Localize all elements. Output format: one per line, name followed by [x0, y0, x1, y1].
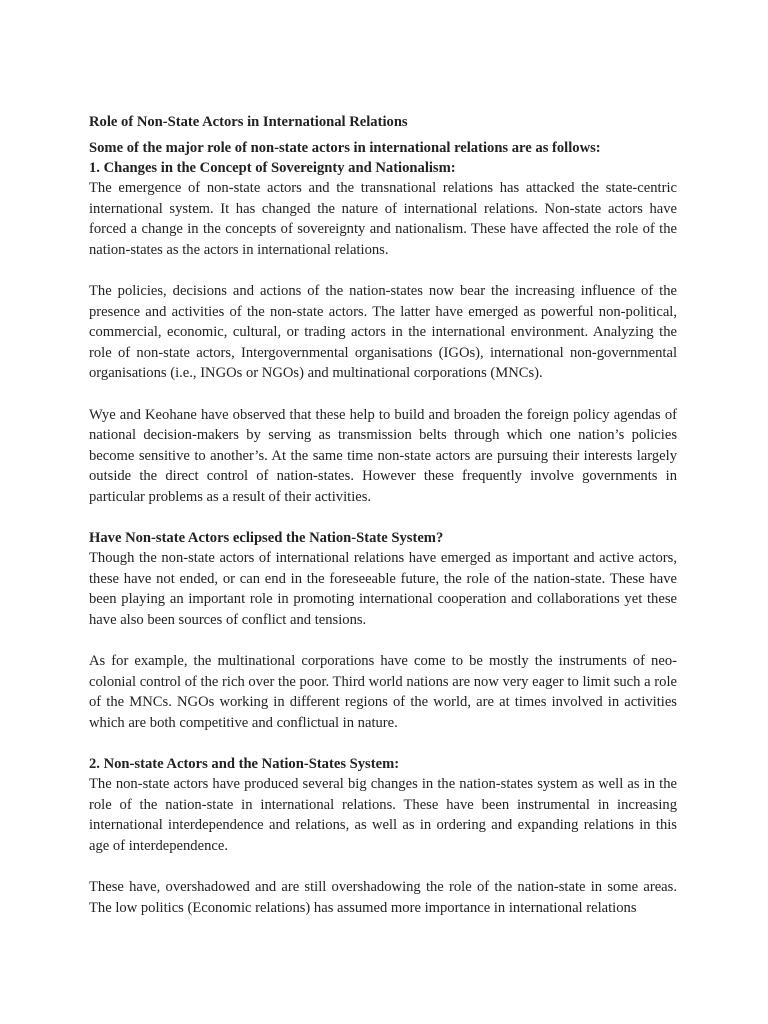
- paragraph: The non-state actors have produced several big changes in the nation-states system as well as in the role of the nation-state in international relations. These have been instrumental in increasing international interdependence and relations, as well as in ordering and expanding relations in this age of interdependence.: [89, 776, 677, 854]
- paragraph: The policies, decisions and actions of the nation-states now bear the increasing influence of the presence and activities of the non-state actors. The latter have emerged as powerful non-political, commercial, economic, cultural, or trading actors in the international environment. Analyzing the role of non-state actors, Intergovernmental organisations (IGOs), international non-governmental organisations (i.e., INGOs or NGOs) and multinational corporations (MNCs).: [89, 283, 677, 381]
- paragraph: Wye and Keohane have observed that these help to build and broaden the foreign policy agendas of national decision-makers by serving as transmission belts through which one nation’s policies become sensitive to another’s. At the same time non-state actors are pursuing their interests largely outside the direct control of nation-states. However these frequently involve governments in particular problems as a result of their activities.: [89, 406, 677, 505]
- section-heading: Have Non-state Actors eclipsed the Nation-State System?: [89, 530, 444, 546]
- paragraph: As for example, the multinational corporations have come to be mostly the instruments of neo-colonial control of the rich over the poor. Third world nations are now very eager to limit such a role of the MNCs. NGOs working in different regions of the world, are at times involved in activities which are both competitive and conflictual in nature.: [89, 653, 677, 731]
- paragraph: Though the non-state actors of international relations have emerged as important and active actors, these have not ended, or can end in the foreseeable future, the role of the nation-state. These have been playing an important role in promoting international cooperation and collaborations yet these have also been sources of conflict and tensions.: [89, 550, 677, 628]
- section-eclipsed: [89, 528, 677, 733]
- section-sovereignty: [89, 158, 677, 507]
- document-page: [89, 112, 677, 918]
- section-heading: 1. Changes in the Concept of Sovereignty and Nationalism:: [89, 160, 456, 176]
- paragraph: The emergence of non-state actors and the transnational relations has attacked the state-centric international system. It has changed the nature of international relations. Non-state actors have forced a change in the concepts of sovereignty and nationalism. These have affected the role of the nation-states as the actors in international relations.: [89, 180, 677, 258]
- section-nation-states-system: [89, 754, 677, 918]
- section-heading: 2. Non-state Actors and the Nation-States System:: [89, 756, 400, 772]
- document-title: Role of Non-State Actors in International Relations: [89, 114, 408, 130]
- paragraph: These have, overshadowed and are still overshadowing the role of the nation-state in some areas. The low politics (Economic relations) has assumed more importance in international relations: [89, 879, 677, 916]
- intro-text: Some of the major role of non-state actors in international relations are as follows:: [89, 140, 601, 156]
